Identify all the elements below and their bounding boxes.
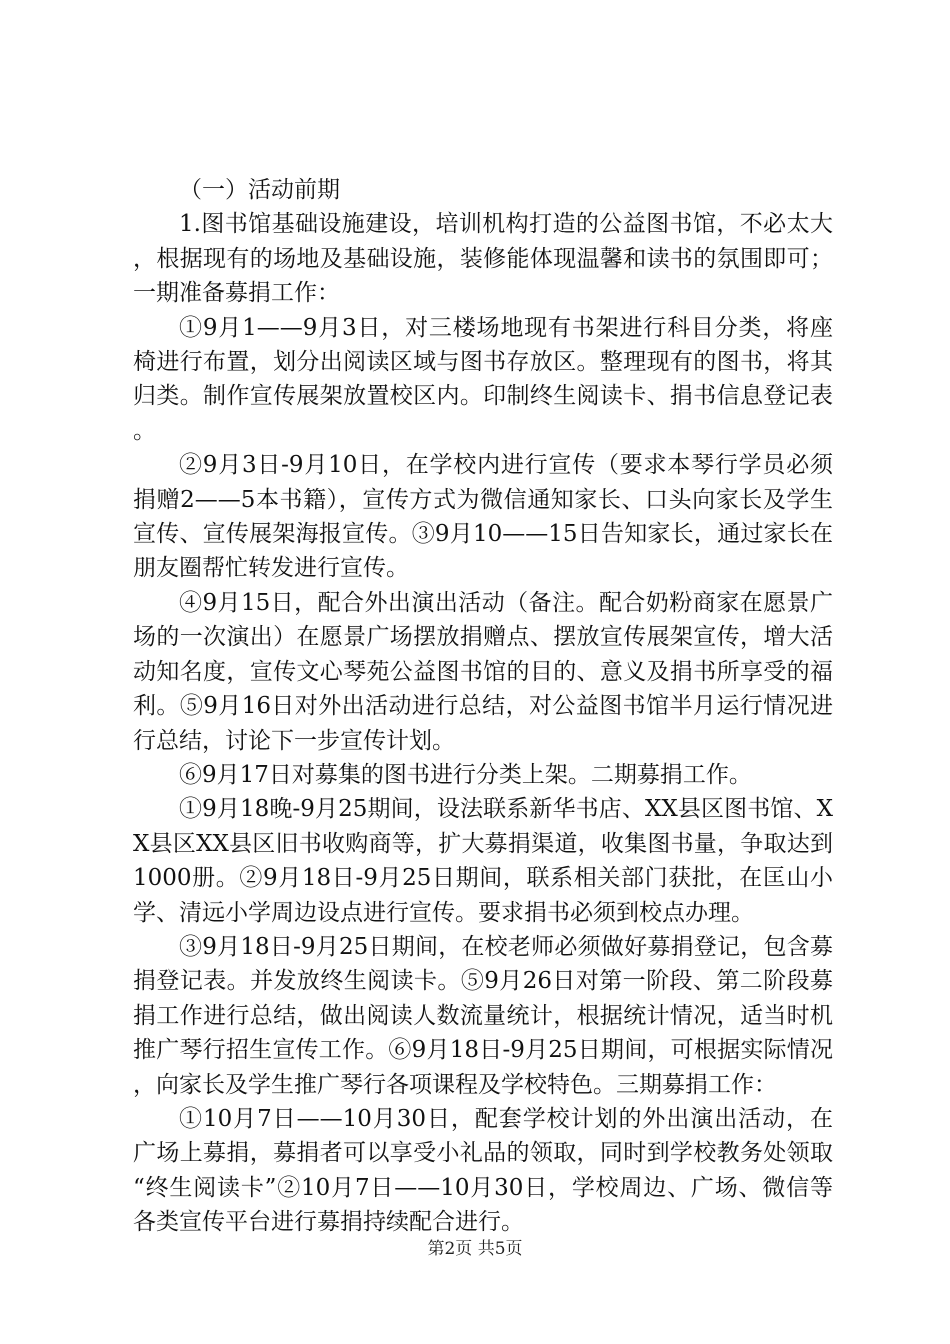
paragraph-phase3-item1: ①10月7日——10月30日，配套学校计划的外出演出活动，在广场上募捐，募捐者可以享受小礼品的领取，同时到学校教务处领取“终生阅读卡”②10月7日——10月30日，学校周边、广场、微信等各类宣传平台进行募捐持续配合进行。 xyxy=(133,1105,833,1236)
paragraph-phase2-item3: ③9月18日-9月25日期间，在校老师必须做好募捐登记，包含募捐登记表。并发放终生阅读卡。⑤9月26日对第一阶段、第二阶段募捐工作进行总结，做出阅读人数流量统计，根据统计情况，适当时机推广琴行招生宣传工作。⑥9月18日-9月25日期间，可根据实际情况，向家长及学生推广琴行各项课程及学校特色。三期募捐工作： xyxy=(133,933,833,1098)
document-body xyxy=(133,173,833,1240)
paragraph-phase1-item4: ④9月15日，配合外出演出活动（备注。配合奶粉商家在愿景广场的一次演出）在愿景广场摆放捐赠点、摆放宣传展架宣传，增大活动知名度，宣传文心琴苑公益图书馆的目的、意义及捐书所享受的福利。⑤9月16日对外出活动进行总结，对公益图书馆半月运行情况进行总结，讨论下一步宣传计划。 xyxy=(133,589,833,754)
paragraph-phase2-item1: ①9月18晚-9月25期间，设法联系新华书店、XX县区图书馆、XX县区XX县区旧书收购商等，扩大募捐渠道，收集图书量，争取达到1000册。②9月18日-9月25日期间，联系相关部门获批，在匡山小学、清远小学周边设点进行宣传。要求捐书必须到校点办理。 xyxy=(133,796,833,926)
page-footer: 第2页 共5页 xyxy=(427,1239,523,1259)
paragraph-library-construction: 1.图书馆基础设施建设，培训机构打造的公益图书馆，不必太大，根据现有的场地及基础设施，装修能体现温馨和读书的氛围即可；一期准备募捐工作： xyxy=(133,211,833,307)
paragraph-phase1-item2: ②9月3日-9月10日，在学校内进行宣传（要求本琴行学员必须捐赠2——5本书籍），宣传方式为微信通知家长、口头向家长及学生宣传、宣传展架海报宣传。③9月10——15日告知家长，通过家长在朋友圈帮忙转发进行宣传。 xyxy=(133,452,833,582)
paragraph-phase1-item1: ①9月1——9月3日，对三楼场地现有书架进行科目分类，将座椅进行布置，划分出阅读区域与图书存放区。整理现有的图书，将其归类。制作宣传展架放置校区内。印制终生阅读卡、捐书信息登记表。 xyxy=(133,314,833,444)
section-heading: （一）活动前期 xyxy=(179,177,340,203)
paragraph-phase1-item6: ⑥9月17日对募集的图书进行分类上架。二期募捐工作。 xyxy=(179,761,752,788)
